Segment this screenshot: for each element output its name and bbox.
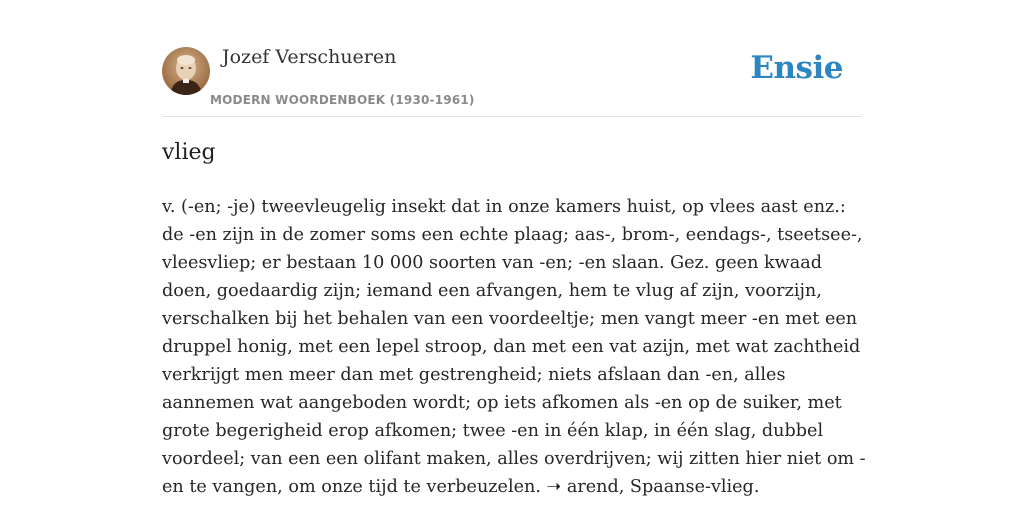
source-label: MODERN WOORDENBOEK (1930-1961) [210, 93, 475, 107]
definition-text: v. (-en; -je) tweevleugelig insekt dat in onze kamers huist, op vlees aast enz.: de -en zijn in de zomer soms een echte plaag; aas-, brom-, eendags-, tseetsee-, vleesvliep; er bestaan 10 000 soorten van -en; -en slaan. Gez. geen kwaad doen, goedaardig zijn; iemand een afvangen, hem te vlug af zijn, voorzijn, verschalken bij het behalen van een voordeeltje; men vangt meer -en met een druppel honig, met een lepel stroop, dan met een vat azijn, met wat zachtheid verkrijgt men meer dan met gestrengheid; niets afslaan dan -en, alles aannemen wat aangeboden wordt; op iets afkomen als -en op de suiker, met grote begerigheid erop afkomen; twee -en in één klap, in één slag, dubbel voordeel; van een een olifant maken, alles overdrijven; wij zitten hier niet om -en te vangen, om onze tijd te verbeuzelen. ➝ arend, Spaanse-vlieg. [162, 197, 866, 497]
author-portrait-icon[interactable] [162, 47, 210, 95]
headword: vlieg [162, 140, 216, 165]
author-name[interactable]: Jozef Verschueren [222, 46, 397, 68]
header [162, 0, 862, 117]
ensie-logo[interactable]: Ensie [750, 50, 843, 86]
page [162, 0, 866, 512]
